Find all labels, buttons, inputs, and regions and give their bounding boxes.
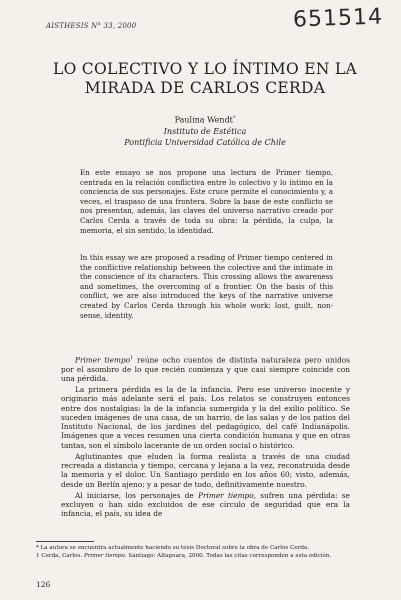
body-text: reúne ocho cuentos de distinta naturaleza pero unidos por el asombro de lo que recién comienza y que casi siempre coincide con una pérdida. <box>61 355 350 383</box>
book-title: Primer tiempo <box>198 490 254 500</box>
body-paragraph: Aglutinantes que eluden la forma realista a través de una ciudad recreada a distancia y tiempo, cercana y lejana a la vez, reconstruida desde la memoria y el dolor. Un Santiago perdido en los años 60; visto, además, desde un Berlín ajeno; y a pesar de todo, definitivamente nuestro. <box>61 451 350 489</box>
footnotes <box>36 544 356 560</box>
abstract-english: In this essay we are proposed a reading of Primer tiempo centered in the conflictive relationship between the colective and the intimate in the conscience of its characters. This crossing allows the awareness and sometimes, the overcoming of a frontier. On the basis of this conflict, we are also introduced the keys of the narrative universe created by Carlos Cerda through his whole work: lost, guilt, non-sense, identity. <box>80 253 333 320</box>
title-line-2: MIRADA DE CARLOS CERDA <box>84 79 326 97</box>
body-text: Al iniciarse, los personajes de <box>75 490 199 500</box>
author-block <box>40 113 370 148</box>
abstract-spanish: En este ensayo se nos propone una lectura de Primer tiempo, centrada en la relación conflictiva entre lo colectivo y lo íntimo en la conciencia de sus personajes. Este cruce permite el conocimiento y, a veces, el traspaso de una frontera. Sobre la base de este conflicto se nos presentan, además, las claves del universo narrativo creado por Carlos Cerda a través de toda su obra: la pérdida, la culpa, la memoria, el sin sentido, la identidad. <box>80 168 333 235</box>
author-footnote-mark: * <box>232 115 236 121</box>
author-institute: Instituto de Estética <box>163 126 247 136</box>
book-title: Primer tiempo <box>75 355 131 365</box>
title-line-1: LO COLECTIVO Y LO ÍNTIMO EN LA <box>52 60 357 78</box>
body-paragraph <box>61 354 350 383</box>
footnote-text: 1 Cerda, Carlos. <box>36 553 84 559</box>
author-name: Paulina Wendt <box>174 115 233 125</box>
body-paragraph <box>61 491 350 519</box>
author-name-line <box>40 113 370 126</box>
journal-header: AISTHESIS N° 33, 2000 <box>46 22 137 30</box>
footnote-ref: 1 <box>130 355 134 361</box>
handwritten-catalog-number: 651514 <box>292 4 384 33</box>
footnote-divider <box>36 541 94 542</box>
author-university: Pontificia Universidad Católica de Chile <box>124 137 286 147</box>
body-text: , sufren una pérdida: se excluyen o han sido excluidos de ese círculo de seguridad que era la infancia, el país, su idea de <box>61 490 351 519</box>
article-body <box>61 354 350 521</box>
article-title <box>40 60 370 98</box>
page-number: 126 <box>36 580 51 589</box>
footnote-author: * La autora se encuentra actualmente haciendo su tesis Doctoral sobre la obra de Carlos Cerda. <box>36 545 310 551</box>
footnote-book-title: Primer tiempo <box>83 553 125 559</box>
footnote-1 <box>36 552 356 560</box>
footnote-text: . Santiago: Alfaguara, 2000. Todas las citas corresponden a esta edición. <box>124 553 332 559</box>
body-paragraph: La primera pérdida es la de la infancia. Pero ese universo inocente y originario más adelante será el país. Los relatos se construyen entonces entre dos nostalgias: la de la infancia sumergida y la del exilio político. Se suceden imágenes de una casa, de un barrio, de las salas y de los patios del Instituto Nacional, de los jardines del pedagógico, del café Indianápolis. Imágenes que a veces resumen una cierta condición humana y que en otras tantas, son el símbolo lacerante de un orden social o histórico. <box>61 385 350 450</box>
